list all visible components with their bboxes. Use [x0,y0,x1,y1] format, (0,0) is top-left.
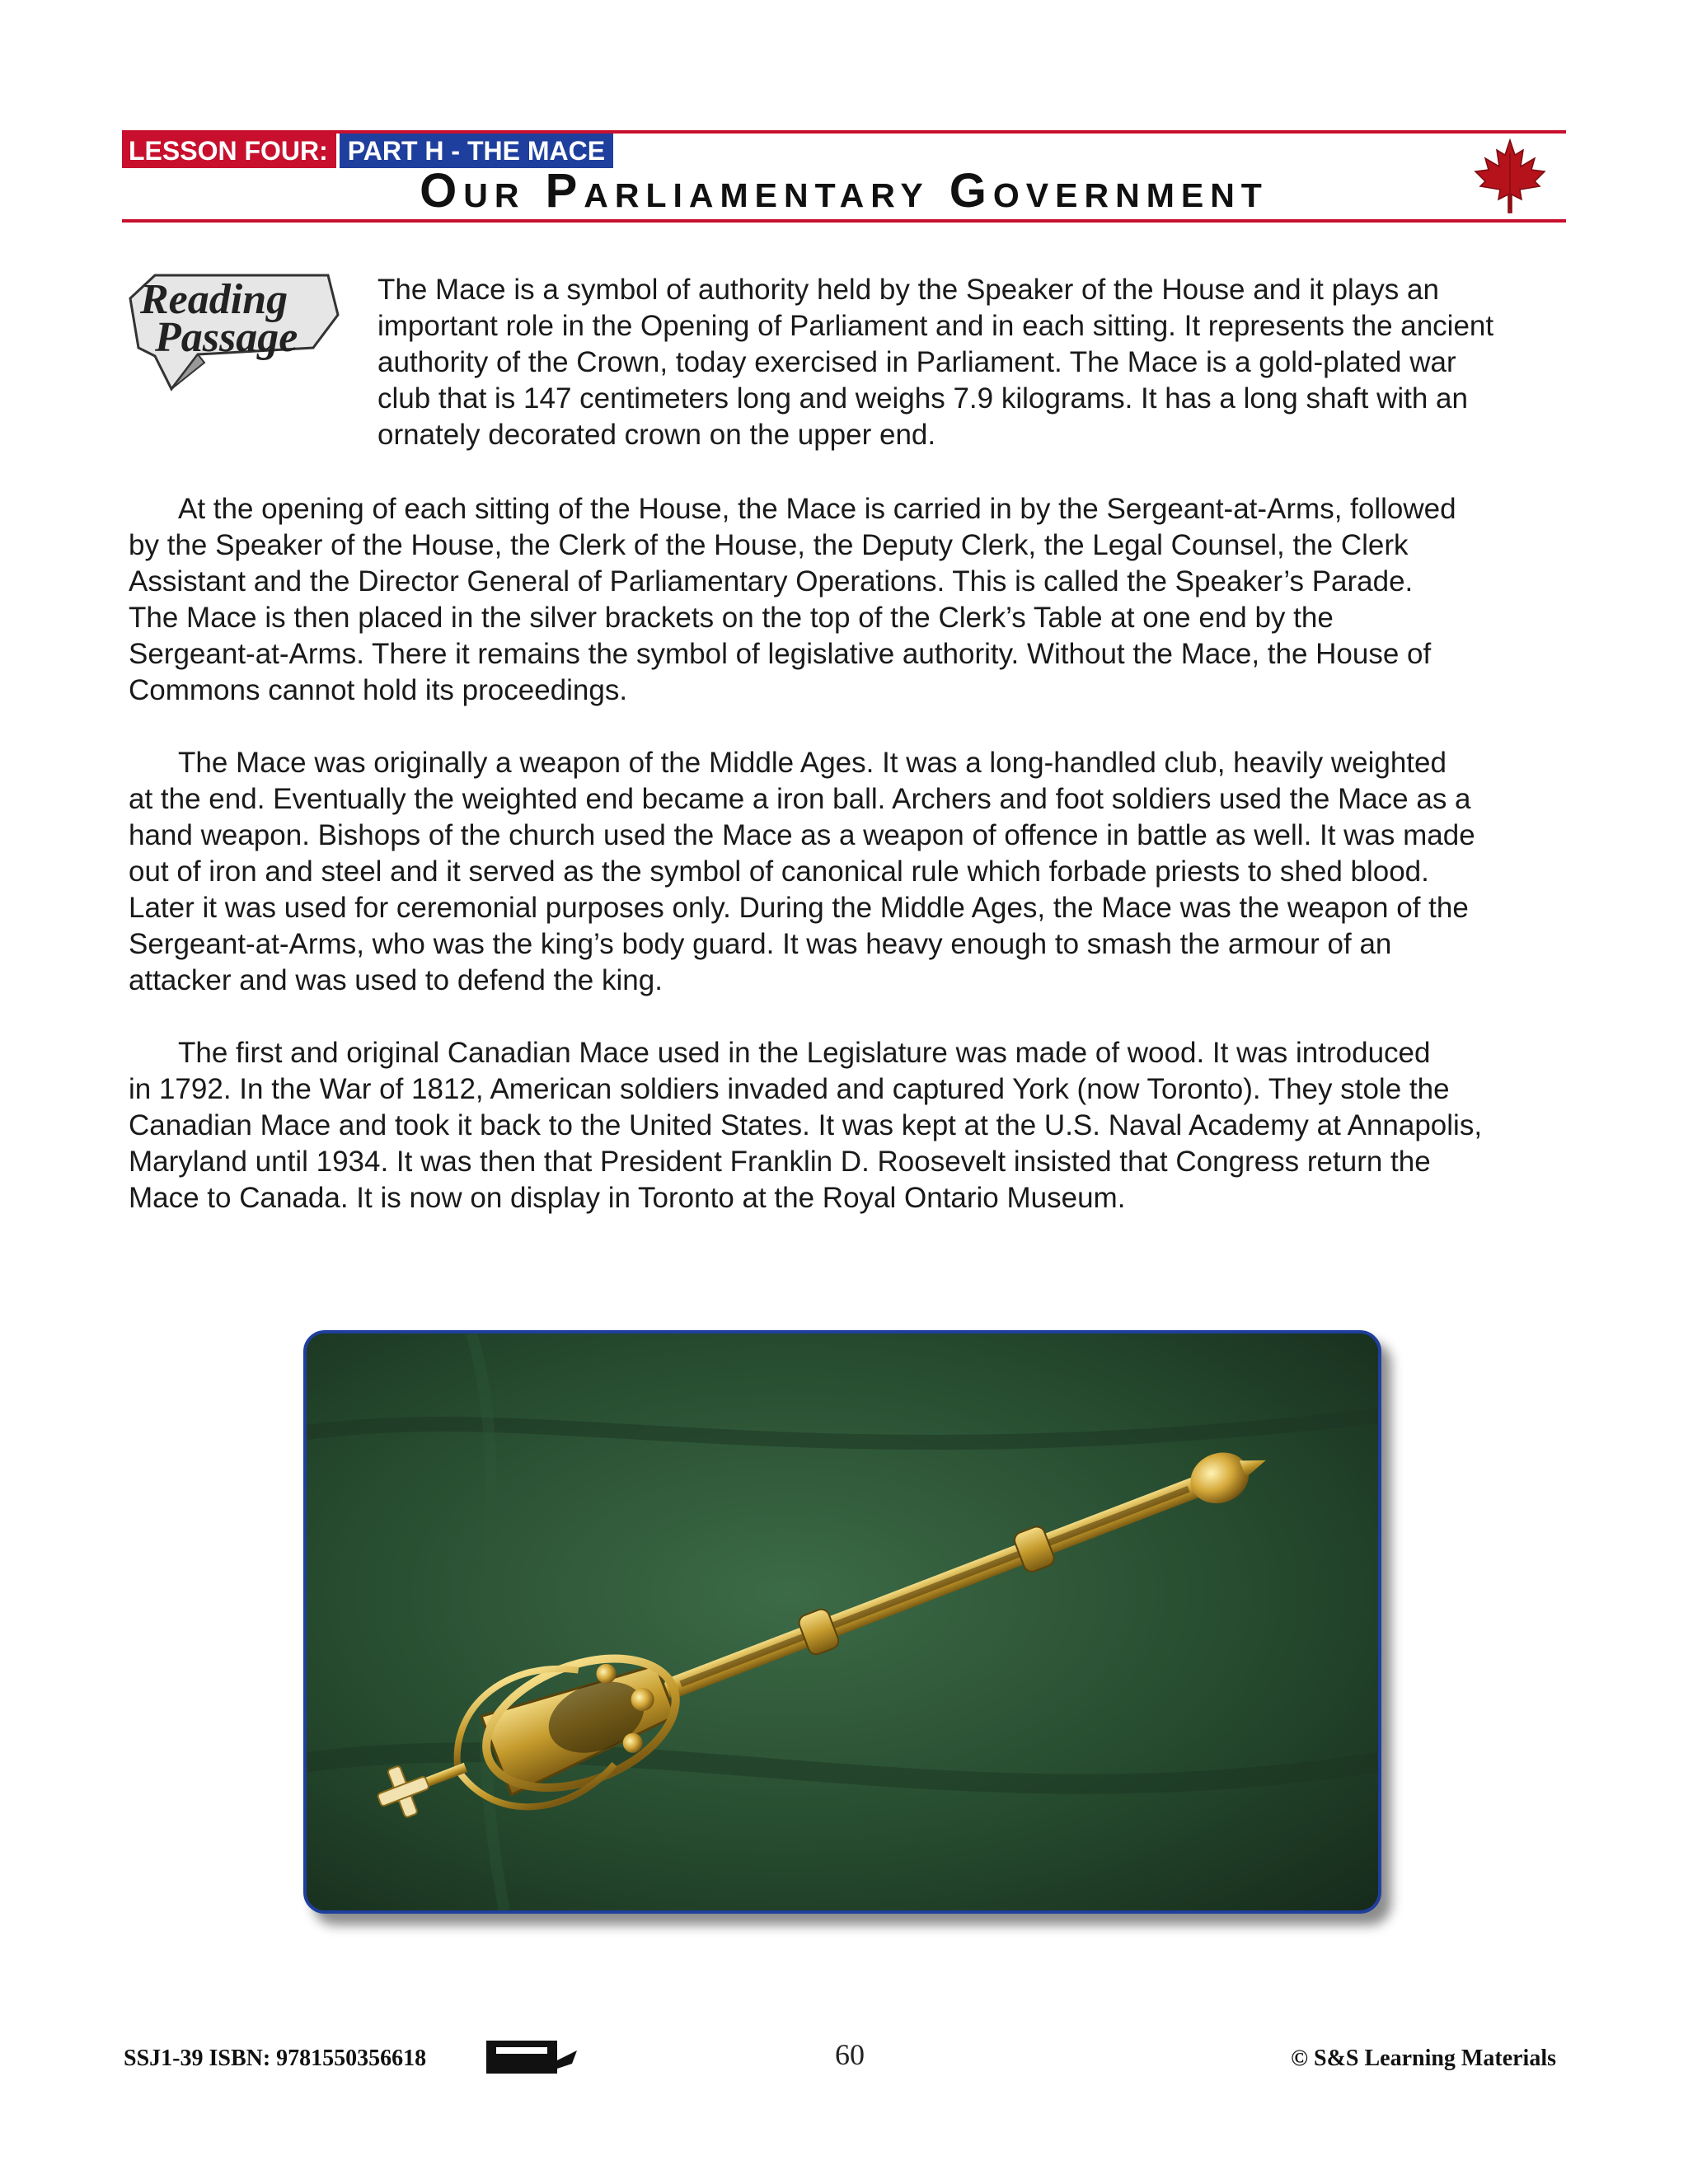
mace-photo [303,1330,1381,1914]
lesson-label: LESSON FOUR: [122,134,336,168]
header-bottom-rule [122,219,1566,223]
paragraph-line: Commons cannot hold its proceedings. [129,674,628,706]
reading-passage-badge [122,265,345,397]
badge-word-passage: Passage [155,314,298,361]
paragraph-line: Later it was used for ceremonial purposes only. During the Middle Ages, the Mace was the weapon of the [129,892,1469,924]
paragraph-line: out of iron and steel and it served as the symbol of canonical rule which forbade priests to shed blood. [129,855,1429,888]
paragraph-canadian-mace [129,1035,1482,1216]
paragraph-middle-ages [129,745,1475,999]
paragraph-line: Assistant and the Director General of Parliamentary Operations. This is called the Speaker’s Parade. [129,565,1414,598]
paragraph-line: The Mace is then placed in the silver brackets on the top of the Clerk’s Table at one end by the [129,602,1334,634]
paragraph-line: by the Speaker of the House, the Clerk of the House, the Deputy Clerk, the Legal Counsel, the Clerk [129,529,1409,561]
paragraph-line: Sergeant-at-Arms. There it remains the symbol of legislative authority. Without the Mace, the House of [129,638,1432,670]
page-number: 60 [835,2038,865,2071]
paragraph-line: Canadian Mace and took it back to the United States. It was kept at the U.S. Naval Academy at Annapolis, [129,1109,1483,1141]
paragraph-line: hand weapon. Bishops of the church used the Mace as a weapon of offence in battle as well. It was made [129,819,1475,851]
paragraph-line: at the end. Eventually the weighted end became a iron ball. Archers and foot soldiers used the Mace as a [129,783,1471,815]
paragraph-line: At the opening of each sitting of the House, the Mace is carried in by the Sergeant-at-Arms, followed [178,493,1456,525]
part-label: PART H - THE MACE [340,134,613,168]
intro-line: The Mace is a symbol of authority held by the Speaker of the House and it plays an [377,274,1439,306]
lesson-label-group [122,134,613,168]
footer-isbn: SSJ1-39 ISBN: 9781550356618 [124,2046,427,2071]
paragraph-speakers-parade [129,491,1456,709]
paragraph-line: Maryland until 1934. It was then that President Franklin D. Roosevelt insisted that Congress return the [129,1146,1431,1178]
paragraph-line: in 1792. In the War of 1812, American soldiers invaded and captured York (now Toronto). They stole the [129,1073,1450,1105]
intro-line: authority of the Crown, today exercised in Parliament. The Mace is a gold-plated war [377,346,1456,378]
page-title: Our Parliamentary Government [420,164,1268,218]
badge-word-reading: Reading [140,276,288,323]
paragraph-line: Sergeant-at-Arms, who was the king’s body guard. It was heavy enough to smash the armour of an [129,928,1392,960]
intro-line: ornately decorated crown on the upper end. [377,419,936,451]
intro-line: club that is 147 centimeters long and weighs 7.9 kilograms. It has a long shaft with an [377,382,1468,415]
paragraph-line: The Mace was originally a weapon of the Middle Ages. It was a long-handled club, heavily weighted [178,747,1447,779]
paragraph-line: Mace to Canada. It is now on display in Toronto at the Royal Ontario Museum. [129,1182,1126,1214]
intro-line: important role in the Opening of Parliament and in each sitting. It represents the ancient [377,310,1494,342]
maple-leaf-icon [1469,137,1551,216]
paragraph-line: attacker and was used to defend the king. [129,964,663,996]
paragraph-line: The first and original Canadian Mace used in the Legislature was made of wood. It was introduced [178,1037,1431,1069]
footer-copyright: © S&S Learning Materials [1291,2046,1556,2071]
intro-paragraph [377,272,1493,453]
